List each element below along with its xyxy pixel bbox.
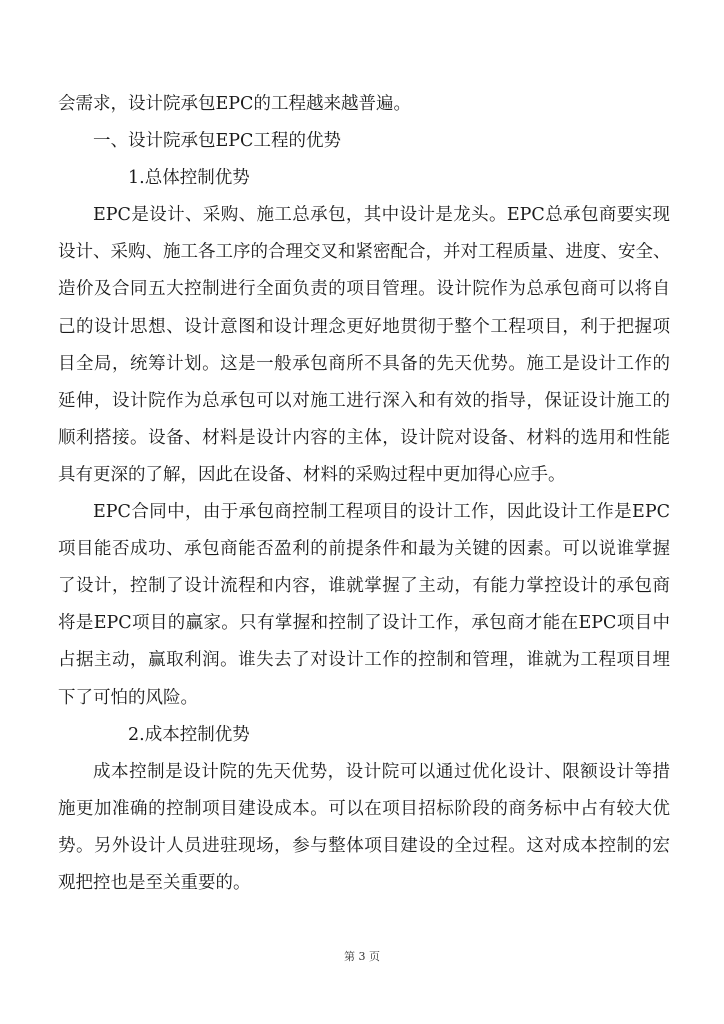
paragraph-line: 施更加准确的控制项目建设成本。可以在项目招标阶段的商务标中占有较大优 [58,798,670,819]
document-body [58,86,670,902]
paragraph-line: EPC合同中，由于承包商控制工程项目的设计工作，因此设计工作是EPC [93,502,670,523]
paragraph-line: 造价及合同五大控制进行全面负责的项目管理。设计院作为总承包商可以将自 [58,279,670,300]
paragraph-line: 了设计，控制了设计流程和内容，谁就掌握了主动，有能力掌控设计的承包商 [58,576,670,597]
paragraph-line: 成本控制是设计院的先天优势，设计院可以通过优化设计、限额设计等措 [93,761,670,782]
paragraph-line: 会需求，设计院承包EPC的工程越来越普遍。 [58,94,411,114]
paragraph-line: 将是EPC项目的赢家。只有掌握和控制了设计工作，承包商才能在EPC项目中 [58,613,670,634]
section-heading: 一、设计院承包EPC工程的优势 [93,131,341,152]
paragraph-line: 延伸，设计院作为总承包可以对施工进行深入和有效的指导，保证设计施工的 [58,390,670,411]
subsection-heading: 1.总体控制优势 [128,168,250,189]
subsection-heading: 2.成本控制优势 [128,724,250,745]
paragraph-line: 设计、采购、施工各工序的合理交叉和紧密配合，并对工程质量、进度、安全、 [58,242,670,263]
paragraph-line: 顺利搭接。设备、材料是设计内容的主体，设计院对设备、材料的选用和性能 [58,427,670,448]
paragraph-line: 目全局，统筹计划。这是一般承包商所不具备的先天优势。施工是设计工作的 [58,353,670,374]
paragraph-line: EPC是设计、采购、施工总承包，其中设计是龙头。EPC总承包商要实现 [93,205,670,226]
paragraph-line: 项目能否成功、承包商能否盈利的前提条件和最为关键的因素。可以说谁掌握 [58,539,670,560]
paragraph-line: 具有更深的了解，因此在设备、材料的采购过程中更加得心应手。 [58,464,566,485]
paragraph-line: 观把控也是至关重要的。 [58,872,251,893]
paragraph-line: 己的设计思想、设计意图和设计理念更好地贯彻于整个工程项目，利于把握项 [58,316,670,337]
paragraph-line: 下了可怕的风险。 [58,687,198,708]
paragraph-line: 占据主动，赢取利润。谁失去了对设计工作的控制和管理，谁就为工程项目埋 [58,650,670,671]
page-number: 第 3 页 [344,950,380,963]
paragraph-line: 势。另外设计人员进驻现场，参与整体项目建设的全过程。这对成本控制的宏 [58,835,670,856]
